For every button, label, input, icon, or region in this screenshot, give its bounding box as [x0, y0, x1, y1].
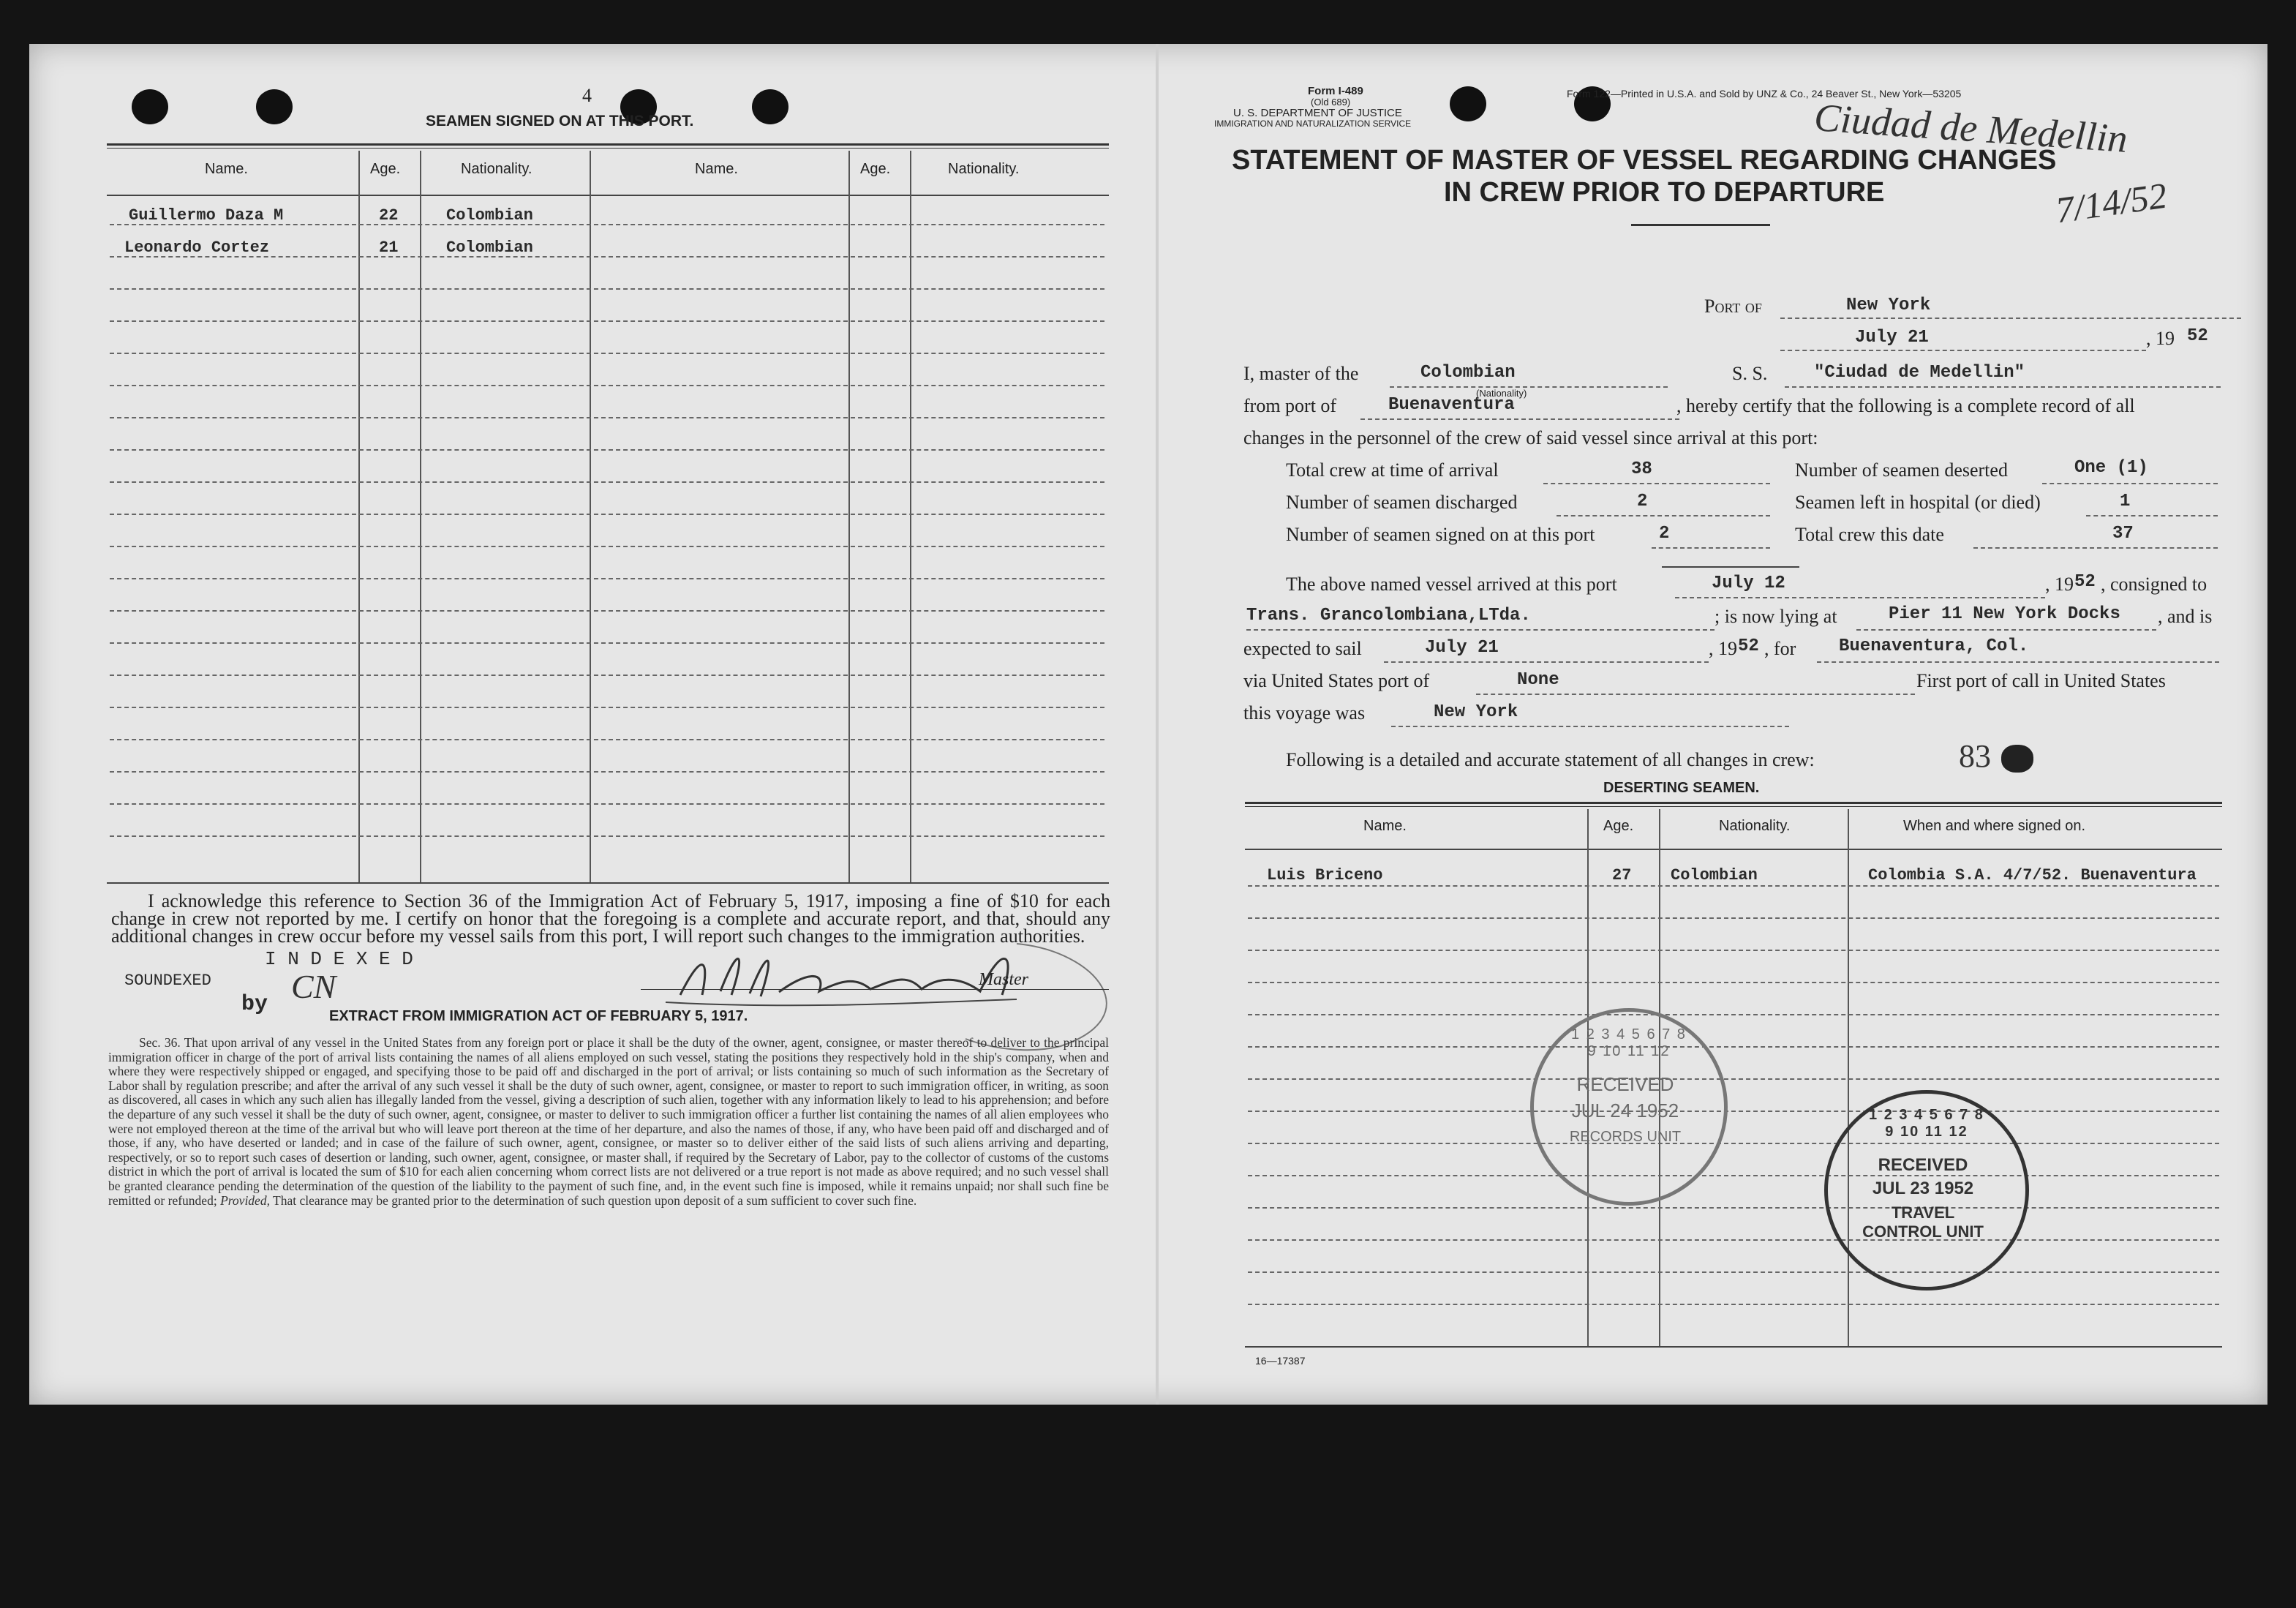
stat-label: Seamen left in hospital (or died) — [1795, 492, 2041, 513]
column-header-nationality: Nationality. — [461, 161, 532, 177]
printer-note: Form 122—Printed in U.S.A. and Sold by UNZ & Co., 24 Beaver St., New York—53205 — [1567, 88, 1962, 99]
seaman-name: Leonardo Cortez — [124, 238, 270, 257]
department-name: U. S. DEPARTMENT OF JUSTICE — [1233, 107, 1402, 119]
column-header-name: Name. — [1363, 818, 1407, 834]
section-provided: Provided, — [220, 1192, 270, 1208]
column-header-nationality: Nationality. — [948, 161, 1020, 177]
column-header-age: Age. — [1603, 818, 1634, 834]
ss-label: S. S. — [1732, 363, 1768, 384]
vessel-nationality: Colombian — [1420, 363, 1516, 383]
section-36-text — [108, 1036, 1109, 1208]
section-label: Sec. 36. — [139, 1035, 181, 1050]
section-body: That upon arrival of any vessel in the United States from any foreign port or place it shall be the duty of the owner, agent, consignee, or master thereof to deliver to the principal immigration officer in charge of the port of arrival lists containing the names of all aliens employed on such vessel, stating the positions they respectively hold in the ship's company, when and where they were respectively shipped or engaged, and specifying those to be paid off and discharged in the port of arrival; or lists containing so much of such information as the Secretary of Labor shall by regulation prescribe; and after the arrival of any such vessel it shall be the duty of such owner, agent, consignee, or master to report to such immigration officer, in writing, as soon as discovered, all cases in which any such alien has illegally landed from the vessel, giving a description of such alien, together with any information likely to lead to his apprehension; and before the departure of any such vessel it shall be the duty of such owner, agent, consignee, or master to deliver to such immigration officer a further list containing the names of all alien employees who were not employed thereon at the time of the arrival but who will leave port thereon at the time of her departure, and also the names of those, if any, who have been paid off and discharged and of those, if any, who have deserted or landed; and in case of the failure of such owner, agent, consignee, or master so to deliver either of the said lists of such aliens arriving and departing, respectively, or so to report such cases of desertion or landing, such owner, agent, consignee, or master shall, if required by the Secretary of Labor, pay to the collector of customs of the customs district in which the port of arrival is located the sum of $10 for each alien concerning whom correct lists are not delivered or a true report is not made as above required; and no such vessel shall be granted clearance pending the determination of the question of the liability to the payment of such fine, and, in the event such fine is imposed, while it remains unpaid; nor shall such fine be remitted or refunded; — [108, 1035, 1109, 1208]
indexed-label: I N D E X E D — [265, 948, 413, 970]
handwritten-vessel-name: Ciudad de Medellin — [1813, 95, 2129, 161]
column-header-age: Age. — [370, 161, 401, 177]
stat-label: Total crew this date — [1795, 524, 1944, 545]
arrived-year: 52 — [2074, 572, 2096, 592]
voyage-label: this voyage was — [1243, 702, 1366, 724]
seaman-nationality: Colombian — [446, 238, 533, 257]
ink-blot — [2001, 745, 2033, 773]
stat-value: 37 — [2112, 524, 2134, 544]
stat-value: One (1) — [2074, 458, 2148, 478]
stamp-received: RECEIVED — [1576, 1073, 1674, 1095]
deserter-name: Luis Briceno — [1267, 866, 1383, 884]
and-is-label: , and is — [2158, 606, 2213, 627]
extract-title: EXTRACT FROM IMMIGRATION ACT OF FEBRUARY 5, 1917. — [329, 1008, 748, 1024]
port-label: Port of — [1704, 296, 1762, 317]
arrived-year-prefix: , 19 — [2045, 574, 2074, 595]
consignee: Trans. Grancolombiana,LTda. — [1246, 606, 1531, 625]
deserter-nationality: Colombian — [1671, 866, 1758, 884]
service-name: IMMIGRATION AND NATURALIZATION SERVICE — [1214, 119, 1412, 129]
master-of-label: I, master of the — [1243, 363, 1359, 384]
ship-name: "Ciudad de Medellin" — [1814, 363, 2025, 383]
stat-value: 2 — [1659, 524, 1670, 544]
stat-value: 38 — [1631, 459, 1652, 479]
by-initials: CN — [291, 968, 336, 1005]
first-port-label: First port of call in United States — [1916, 670, 2166, 691]
page-fold — [1156, 44, 1159, 1405]
document-sheet — [29, 44, 2267, 1405]
received-stamp-travel — [1824, 1090, 2029, 1290]
form-title: STATEMENT OF MASTER OF VESSEL REGARDING CHANGES — [1232, 145, 2057, 176]
punch-hole — [752, 89, 788, 124]
column-header-name: Name. — [205, 161, 248, 177]
sail-year: 52 — [1738, 636, 1759, 656]
seaman-age: 22 — [379, 206, 399, 225]
soundexed-label: SOUNDEXED — [124, 972, 211, 990]
stamp-date: JUL 23 1952 — [1872, 1179, 1974, 1198]
punch-hole — [132, 89, 168, 124]
year-prefix: , 19 — [2146, 328, 2175, 349]
signed-on-title: SEAMEN SIGNED ON AT THIS PORT. — [426, 113, 694, 129]
deserter-age: 27 — [1612, 866, 1632, 884]
stamp-date: JUL 24 1952 — [1571, 1100, 1679, 1122]
sail-year-prefix: , 19 — [1709, 638, 1737, 659]
expected-label: expected to sail — [1243, 638, 1362, 659]
destination: Buenaventura, Col. — [1839, 636, 2029, 656]
sail-date: July 21 — [1425, 638, 1499, 658]
column-header-signed-on: When and where signed on. — [1903, 818, 2086, 834]
stat-label: Number of seamen signed on at this port — [1286, 524, 1595, 545]
master-label: Master — [979, 970, 1028, 989]
port-value: New York — [1846, 296, 1931, 315]
seaman-name: Guillermo Daza M — [129, 206, 284, 225]
consigned-label: , consigned to — [2101, 574, 2207, 595]
certify-text: , hereby certify that the following is a complete record of all — [1676, 395, 2135, 416]
via-port: None — [1517, 670, 1559, 690]
footer-code: 16—17387 — [1255, 1355, 1306, 1367]
form-number: Form I-489 — [1308, 85, 1363, 97]
changes-text: changes in the personnel of the crew of said vessel since arrival at this port: — [1243, 427, 1818, 448]
punch-hole — [1450, 86, 1486, 121]
punch-hole — [256, 89, 293, 124]
statement-date: July 21 — [1855, 328, 1929, 347]
from-port: Buenaventura — [1388, 395, 1515, 415]
section-end: That clearance may be granted prior to the determination of such question upon deposit of a sum sufficient to cover such fine. — [273, 1192, 917, 1208]
stamp-ring-numbers: 1 2 3 4 5 6 7 8 9 10 11 12 — [1869, 1107, 1984, 1140]
page-number: 4 — [582, 85, 592, 106]
acknowledgement-text: I acknowledge this reference to Section 36 of the Immigration Act of February 5, 1917, imposing a fine of $10 for each change in crew not reported by me. I certify on honor that the foregoing is a complete and accurate report, and that, should any additional changes in crew occur before my vessel sails from this port, I will report such changes to the immigration authorities. — [111, 890, 1110, 947]
handwritten-number: 83 — [1959, 738, 1991, 774]
via-label: via United States port of — [1243, 670, 1430, 691]
nationality-caption: (Nationality) — [1476, 388, 1527, 399]
form-subtitle: IN CREW PRIOR TO DEPARTURE — [1444, 177, 1885, 208]
seaman-age: 21 — [379, 238, 399, 257]
stat-label: Number of seamen discharged — [1286, 492, 1518, 513]
column-header-age: Age. — [860, 161, 891, 177]
deserting-title: DESERTING SEAMEN. — [1603, 780, 1760, 796]
lying-at: Pier 11 New York Docks — [1889, 604, 2120, 624]
by-label: by — [241, 992, 268, 1017]
form-old-number: (Old 689) — [1311, 97, 1351, 108]
following-label: Following is a detailed and accurate statement of all changes in crew: — [1286, 749, 1815, 770]
stamp-received: RECEIVED — [1878, 1155, 1968, 1175]
stat-value: 2 — [1637, 492, 1648, 511]
statement-year: 52 — [2187, 326, 2208, 346]
from-port-label: from port of — [1243, 395, 1337, 416]
column-header-nationality: Nationality. — [1719, 818, 1791, 834]
stat-value: 1 — [2120, 492, 2131, 511]
first-port: New York — [1434, 702, 1518, 722]
handwritten-date: 7/14/52 — [2052, 174, 2169, 231]
stamp-unit: RECORDS UNIT — [1569, 1129, 1682, 1145]
lying-label: ; is now lying at — [1715, 606, 1837, 627]
stat-label: Total crew at time of arrival — [1286, 459, 1499, 481]
stat-label: Number of seamen deserted — [1795, 459, 2008, 481]
for-label: , for — [1764, 638, 1796, 659]
deserter-signed-on: Colombia S.A. 4/7/52. Buenaventura — [1868, 866, 2197, 884]
column-header-name: Name. — [695, 161, 738, 177]
arrived-date: July 12 — [1712, 574, 1785, 593]
arrived-label: The above named vessel arrived at this port — [1286, 574, 1617, 595]
seaman-nationality: Colombian — [446, 206, 533, 225]
stamp-ring-numbers: 1 2 3 4 5 6 7 8 9 10 11 12 — [1571, 1026, 1687, 1059]
received-stamp-records — [1530, 1008, 1728, 1206]
stamp-unit: TRAVEL CONTROL UNIT — [1862, 1203, 1984, 1241]
